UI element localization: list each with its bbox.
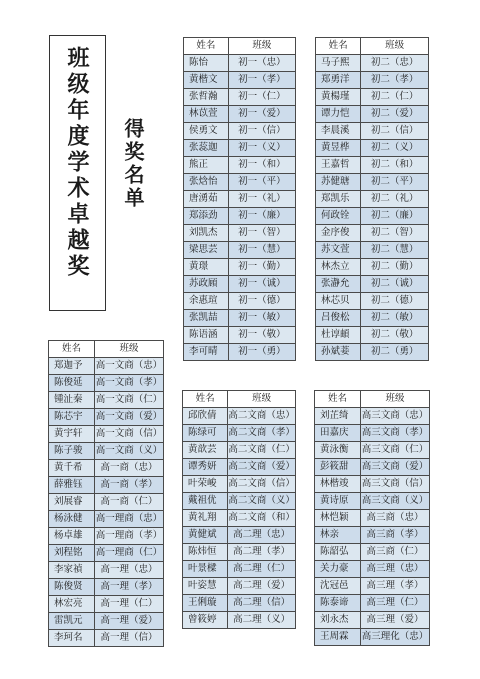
- student-name: 黄璟: [184, 259, 229, 276]
- student-name: 梁思芸: [184, 242, 229, 259]
- student-class: 高一商（忠）: [95, 460, 164, 477]
- student-name: 锺沚秦: [49, 392, 95, 409]
- student-name: 陈俊延: [49, 375, 95, 392]
- student-name: 曾筱婷: [183, 612, 228, 629]
- table-row: [315, 544, 430, 561]
- student-name: 陈绿可: [183, 425, 228, 442]
- student-name: 刘展睿: [49, 494, 95, 511]
- student-class: 初二（智）: [361, 225, 429, 242]
- table-row: [49, 443, 164, 460]
- page-title: 班级年度学术卓越奖: [64, 46, 90, 280]
- page-subtitle: 得奖名单: [121, 118, 145, 210]
- award-table-senior3: [314, 390, 430, 646]
- student-class: 初一（忠）: [228, 55, 295, 72]
- student-class: 初一（爱）: [228, 106, 295, 123]
- table-row: [183, 476, 296, 493]
- student-name: 李珂名: [49, 630, 95, 647]
- student-class: 初二（义）: [361, 140, 429, 157]
- table-header-row: [184, 38, 296, 55]
- student-class: 初一（勇）: [228, 344, 295, 361]
- table-row: [315, 510, 430, 527]
- table-row: [49, 511, 164, 528]
- student-name: 黄楊瑾: [316, 89, 361, 106]
- student-name: 马子熙: [316, 55, 361, 72]
- student-class: 初二（孝）: [361, 72, 429, 89]
- student-name: 林芯贝: [316, 293, 361, 310]
- table-row: [315, 459, 430, 476]
- table-row: [183, 408, 296, 425]
- student-name: 田嘉庆: [315, 425, 361, 442]
- table-row: [184, 310, 296, 327]
- student-name: 黄健斌: [183, 527, 228, 544]
- student-class: 初二（仁）: [361, 89, 429, 106]
- student-class: 高三文商（忠）: [361, 408, 430, 425]
- student-class: 初一（平）: [228, 174, 295, 191]
- table-row: [184, 327, 296, 344]
- student-class: 初二（勇）: [361, 344, 429, 361]
- student-name: 张哲瀚: [184, 89, 229, 106]
- header-name: 姓名: [184, 38, 229, 55]
- student-name: 黄礼翔: [183, 510, 228, 527]
- table-row: [49, 630, 164, 647]
- table-row: [183, 527, 296, 544]
- table-row: [316, 140, 429, 157]
- student-name: 李家禎: [49, 562, 95, 579]
- table-row: [49, 494, 164, 511]
- student-name: 吕俊松: [316, 310, 361, 327]
- table-row: [183, 612, 296, 629]
- table-header-row: [49, 341, 164, 358]
- student-name: 叶姿慧: [183, 578, 228, 595]
- student-name: 刘芷绮: [315, 408, 361, 425]
- student-name: 郑添劲: [184, 208, 229, 225]
- table-row: [315, 629, 430, 646]
- table-header-row: [315, 391, 430, 408]
- student-class: 高一商（仁）: [95, 494, 164, 511]
- student-class: 初一（义）: [228, 140, 295, 157]
- student-class: 高三理（爱）: [361, 612, 430, 629]
- table-row: [49, 596, 164, 613]
- table-row: [183, 595, 296, 612]
- student-name: 林杰立: [316, 259, 361, 276]
- table-row: [184, 259, 296, 276]
- student-name: 陈泰谛: [315, 595, 361, 612]
- student-name: 叶荣峻: [183, 476, 228, 493]
- header-name: 姓名: [49, 341, 95, 358]
- header-name: 姓名: [183, 391, 228, 408]
- student-name: 沈冠邑: [315, 578, 361, 595]
- student-name: 郑迦予: [49, 358, 95, 375]
- student-name: 关力豪: [315, 561, 361, 578]
- student-name: 林恺颖: [315, 510, 361, 527]
- table-row: [183, 510, 296, 527]
- table-row: [316, 55, 429, 72]
- student-class: 高二理（忠）: [228, 527, 296, 544]
- student-class: 初一（和）: [228, 157, 295, 174]
- student-class: 初二（平）: [361, 174, 429, 191]
- table-row: [316, 208, 429, 225]
- student-name: 唐湧茹: [184, 191, 229, 208]
- student-class: 初一（诚）: [228, 276, 295, 293]
- student-class: 初一（礼）: [228, 191, 295, 208]
- table-row: [49, 409, 164, 426]
- table-row: [184, 89, 296, 106]
- student-class: 高二文商（和）: [228, 510, 296, 527]
- table-row: [315, 561, 430, 578]
- table-row: [315, 442, 430, 459]
- student-name: 金序俊: [316, 225, 361, 242]
- table-row: [184, 55, 296, 72]
- table-row: [184, 344, 296, 361]
- student-class: 初一（仁）: [228, 89, 295, 106]
- student-class: 高一理（孝）: [95, 579, 164, 596]
- table-row: [315, 493, 430, 510]
- award-table-junior2: [315, 37, 429, 361]
- table-row: [316, 72, 429, 89]
- student-name: 邱欣倩: [183, 408, 228, 425]
- table-row: [316, 293, 429, 310]
- student-name: 林苡萱: [184, 106, 229, 123]
- table-row: [49, 545, 164, 562]
- student-class: 高一理商（仁）: [95, 545, 164, 562]
- student-class: 初二（勤）: [361, 259, 429, 276]
- student-class: 初二（信）: [361, 123, 429, 140]
- award-table-junior1: [183, 37, 296, 361]
- student-class: 初一（慧）: [228, 242, 295, 259]
- table-row: [315, 425, 430, 442]
- student-name: 黄昱桦: [316, 140, 361, 157]
- table-row: [184, 276, 296, 293]
- student-class: 高三理（仁）: [361, 595, 430, 612]
- student-class: 初一（德）: [228, 293, 295, 310]
- student-name: 黄泳衡: [315, 442, 361, 459]
- student-name: 熊正: [184, 157, 229, 174]
- table-row: [184, 208, 296, 225]
- table-row: [316, 310, 429, 327]
- student-name: 刘程铭: [49, 545, 95, 562]
- student-class: 初一（敬）: [228, 327, 295, 344]
- table-row: [49, 528, 164, 545]
- table-row: [183, 425, 296, 442]
- table-row: [183, 442, 296, 459]
- student-class: 高二文商（爱）: [228, 459, 296, 476]
- student-name: 侯勇文: [184, 123, 229, 140]
- table-header-row: [316, 38, 429, 55]
- student-name: 彭筱甜: [315, 459, 361, 476]
- student-name: 黄歆芸: [183, 442, 228, 459]
- student-name: 谭力恺: [316, 106, 361, 123]
- student-name: 苏健瑭: [316, 174, 361, 191]
- student-class: 高二理（孝）: [228, 544, 296, 561]
- student-name: 王俐璇: [183, 595, 228, 612]
- student-name: 陈芯宇: [49, 409, 95, 426]
- student-name: 杜谆頔: [316, 327, 361, 344]
- student-class: 高三文商（孝）: [361, 425, 430, 442]
- table-row: [184, 106, 296, 123]
- table-row: [184, 72, 296, 89]
- table-row: [184, 293, 296, 310]
- student-name: 王嘉哲: [316, 157, 361, 174]
- table-row: [316, 106, 429, 123]
- student-class: 初一（勤）: [228, 259, 295, 276]
- student-class: 高二文商（仁）: [228, 442, 296, 459]
- table-row: [184, 242, 296, 259]
- student-name: 刘凯杰: [184, 225, 229, 242]
- table-row: [184, 174, 296, 191]
- student-name: 陈子骏: [49, 443, 95, 460]
- student-name: 何政铨: [316, 208, 361, 225]
- header-class: 班级: [361, 391, 430, 408]
- student-name: 李可晴: [184, 344, 229, 361]
- student-name: 杨泳健: [49, 511, 95, 528]
- table-row: [49, 358, 164, 375]
- student-class: 高二文商（信）: [228, 476, 296, 493]
- table-row: [316, 157, 429, 174]
- student-class: 高二理（仁）: [228, 561, 296, 578]
- student-class: 初二（德）: [361, 293, 429, 310]
- student-class: 初二（爱）: [361, 106, 429, 123]
- student-class: 高一文商（仁）: [95, 392, 164, 409]
- student-class: 高三理（忠）: [361, 561, 430, 578]
- student-name: 张焓怡: [184, 174, 229, 191]
- table-row: [316, 174, 429, 191]
- student-class: 高一理（信）: [95, 630, 164, 647]
- student-name: 王周霖: [315, 629, 361, 646]
- header-name: 姓名: [315, 391, 361, 408]
- student-name: 李晨溪: [316, 123, 361, 140]
- student-name: 谭秀妍: [183, 459, 228, 476]
- student-name: 黄诗原: [315, 493, 361, 510]
- student-class: 高一文商（义）: [95, 443, 164, 460]
- student-class: 高一文商（忠）: [95, 358, 164, 375]
- table-row: [49, 477, 164, 494]
- student-class: 高一商（孝）: [95, 477, 164, 494]
- student-class: 初一（孝）: [228, 72, 295, 89]
- student-name: 戴祖优: [183, 493, 228, 510]
- table-row: [315, 595, 430, 612]
- table-row: [315, 612, 430, 629]
- header-class: 班级: [228, 38, 295, 55]
- student-class: 高三文商（信）: [361, 476, 430, 493]
- table-row: [183, 561, 296, 578]
- student-class: 初一（敏）: [228, 310, 295, 327]
- header-class: 班级: [361, 38, 429, 55]
- student-class: 高二理（信）: [228, 595, 296, 612]
- student-name: 刘永杰: [315, 612, 361, 629]
- student-name: 陈俊贤: [49, 579, 95, 596]
- table-row: [49, 613, 164, 630]
- student-class: 初二（礼）: [361, 191, 429, 208]
- student-class: 高二理（爱）: [228, 578, 296, 595]
- student-class: 初一（智）: [228, 225, 295, 242]
- student-class: 高三文商（仁）: [361, 442, 430, 459]
- student-name: 陈炜恒: [183, 544, 228, 561]
- table-row: [184, 140, 296, 157]
- student-class: 高二文商（义）: [228, 493, 296, 510]
- student-class: 初二（慧）: [361, 242, 429, 259]
- table-row: [49, 460, 164, 477]
- student-class: 高三商（忠）: [361, 510, 430, 527]
- table-row: [49, 562, 164, 579]
- student-class: 高一理（爱）: [95, 613, 164, 630]
- title-box: [49, 35, 106, 311]
- student-class: 高三商（孝）: [361, 527, 430, 544]
- student-class: 初一（信）: [228, 123, 295, 140]
- table-row: [184, 191, 296, 208]
- table-row: [316, 344, 429, 361]
- table-row: [49, 375, 164, 392]
- student-class: 高三理（孝）: [361, 578, 430, 595]
- student-name: 苏政頋: [184, 276, 229, 293]
- student-class: 高一理（仁）: [95, 596, 164, 613]
- student-class: 高三理化（忠）: [361, 629, 430, 646]
- table-row: [316, 191, 429, 208]
- student-name: 薛雅钰: [49, 477, 95, 494]
- student-name: 余惠瑄: [184, 293, 229, 310]
- table-row: [316, 327, 429, 344]
- table-row: [315, 527, 430, 544]
- table-row: [316, 276, 429, 293]
- student-name: 张凯喆: [184, 310, 229, 327]
- student-name: 雷凯元: [49, 613, 95, 630]
- student-class: 高三商（仁）: [361, 544, 430, 561]
- student-name: 苏文萱: [316, 242, 361, 259]
- table-row: [49, 426, 164, 443]
- student-class: 初二（敬）: [361, 327, 429, 344]
- student-class: 高一文商（爱）: [95, 409, 164, 426]
- student-name: 郑勇洋: [316, 72, 361, 89]
- student-name: 郑凯乐: [316, 191, 361, 208]
- student-name: 陈怡: [184, 55, 229, 72]
- student-class: 高三文商（义）: [361, 493, 430, 510]
- student-name: 张瀞允: [316, 276, 361, 293]
- table-row: [316, 242, 429, 259]
- student-class: 初二（忠）: [361, 55, 429, 72]
- table-row: [184, 225, 296, 242]
- student-class: 初一（廉）: [228, 208, 295, 225]
- table-row: [184, 157, 296, 174]
- table-row: [316, 89, 429, 106]
- student-name: 林亲: [315, 527, 361, 544]
- student-name: 黄楷文: [184, 72, 229, 89]
- award-table-senior1: [48, 340, 164, 647]
- student-class: 高一理商（孝）: [95, 528, 164, 545]
- table-row: [316, 259, 429, 276]
- award-table-senior2: [182, 390, 296, 629]
- student-name: 叶景樑: [183, 561, 228, 578]
- table-row: [315, 578, 430, 595]
- student-name: 陈韶弘: [315, 544, 361, 561]
- student-class: 初二（敏）: [361, 310, 429, 327]
- student-name: 黄千希: [49, 460, 95, 477]
- table-row: [184, 123, 296, 140]
- student-class: 高二文商（孝）: [228, 425, 296, 442]
- table-row: [49, 579, 164, 596]
- student-class: 高二文商（忠）: [228, 408, 296, 425]
- table-row: [316, 225, 429, 242]
- student-name: 张蕊迦: [184, 140, 229, 157]
- table-row: [315, 408, 430, 425]
- student-name: 孙斌菨: [316, 344, 361, 361]
- table-row: [315, 476, 430, 493]
- student-class: 高一理商（忠）: [95, 511, 164, 528]
- header-name: 姓名: [316, 38, 361, 55]
- student-class: 高一理（忠）: [95, 562, 164, 579]
- student-name: 林宏亮: [49, 596, 95, 613]
- student-class: 高三文商（爱）: [361, 459, 430, 476]
- table-row: [183, 493, 296, 510]
- student-class: 高二理（义）: [228, 612, 296, 629]
- table-row: [49, 392, 164, 409]
- student-name: 杨卓雄: [49, 528, 95, 545]
- student-class: 初二（和）: [361, 157, 429, 174]
- student-name: 陈语涵: [184, 327, 229, 344]
- student-class: 高一文商（孝）: [95, 375, 164, 392]
- header-class: 班级: [95, 341, 164, 358]
- student-class: 高一文商（信）: [95, 426, 164, 443]
- student-name: 黄宇轩: [49, 426, 95, 443]
- table-row: [316, 123, 429, 140]
- table-row: [183, 544, 296, 561]
- table-header-row: [183, 391, 296, 408]
- student-class: 初二（廉）: [361, 208, 429, 225]
- student-name: 林楷竣: [315, 476, 361, 493]
- table-row: [183, 578, 296, 595]
- table-row: [183, 459, 296, 476]
- student-class: 初二（诚）: [361, 276, 429, 293]
- header-class: 班级: [228, 391, 296, 408]
